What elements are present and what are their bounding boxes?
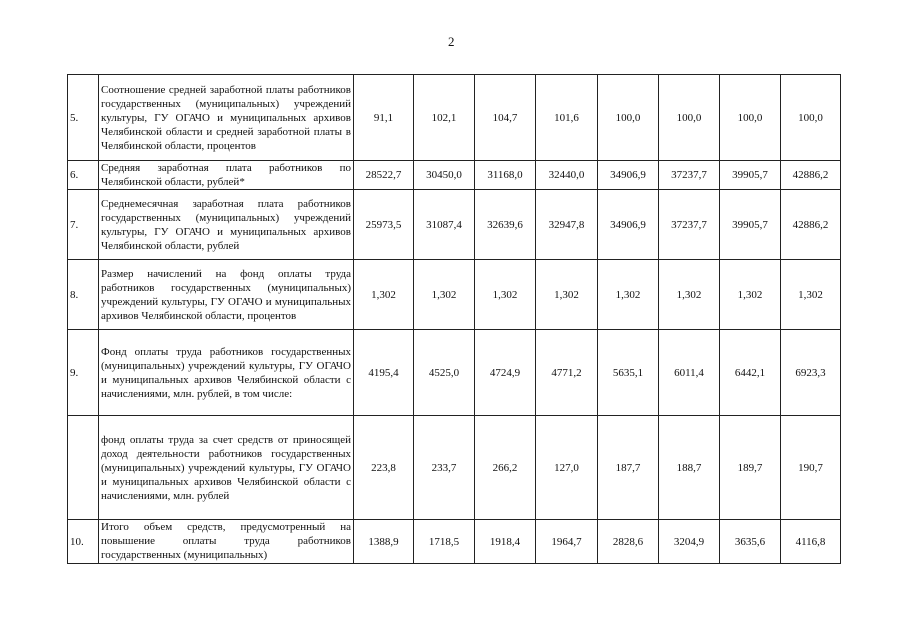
indicators-table — [67, 74, 841, 564]
value-cell: 100,0 — [659, 75, 720, 161]
value-cell: 32947,8 — [536, 190, 598, 260]
value-cell: 34906,9 — [598, 161, 659, 190]
value-cell: 2828,6 — [598, 520, 659, 564]
row-description: Итого объем средств, предусмотренный на повышение оплаты труда работников государственных (муниципальных) — [99, 520, 354, 564]
value-cell: 6442,1 — [720, 330, 781, 416]
value-cell: 187,7 — [598, 416, 659, 520]
table-row — [68, 260, 841, 330]
table-row — [68, 520, 841, 564]
value-cell: 233,7 — [414, 416, 475, 520]
value-cell: 127,0 — [536, 416, 598, 520]
value-cell: 1964,7 — [536, 520, 598, 564]
value-cell: 4771,2 — [536, 330, 598, 416]
value-cell: 39905,7 — [720, 161, 781, 190]
value-cell: 6923,3 — [781, 330, 841, 416]
table-row — [68, 330, 841, 416]
row-description: Среднемесячная заработная плата работников государственных (муниципальных) учреждений культуры, ГУ ОГАЧО и муниципальных архивов Челябинской области, рублей — [99, 190, 354, 260]
value-cell: 4116,8 — [781, 520, 841, 564]
value-cell: 32440,0 — [536, 161, 598, 190]
value-cell: 28522,7 — [354, 161, 414, 190]
value-cell: 6011,4 — [659, 330, 720, 416]
table-body — [68, 75, 841, 564]
row-number: 10. — [68, 520, 99, 564]
value-cell: 190,7 — [781, 416, 841, 520]
row-number: 9. — [68, 330, 99, 416]
value-cell: 223,8 — [354, 416, 414, 520]
row-description: Фонд оплаты труда работников государственных (муниципальных) учреждений культуры, ГУ ОГАЧО и муниципальных архивов Челябинской области с начислениями, млн. рублей, в том числе: — [99, 330, 354, 416]
value-cell: 189,7 — [720, 416, 781, 520]
row-number: 8. — [68, 260, 99, 330]
value-cell: 4195,4 — [354, 330, 414, 416]
value-cell: 37237,7 — [659, 190, 720, 260]
value-cell: 34906,9 — [598, 190, 659, 260]
value-cell: 101,6 — [536, 75, 598, 161]
value-cell: 4525,0 — [414, 330, 475, 416]
value-cell: 1,302 — [475, 260, 536, 330]
page-number: 2 — [448, 34, 455, 49]
value-cell: 266,2 — [475, 416, 536, 520]
value-cell: 1,302 — [659, 260, 720, 330]
value-cell: 1,302 — [414, 260, 475, 330]
value-cell: 100,0 — [781, 75, 841, 161]
row-description: Средняя заработная плата работников по Челябинской области, рублей* — [99, 161, 354, 190]
table-row — [68, 161, 841, 190]
value-cell: 1918,4 — [475, 520, 536, 564]
value-cell: 100,0 — [720, 75, 781, 161]
row-number: 6. — [68, 161, 99, 190]
value-cell: 1,302 — [354, 260, 414, 330]
value-cell: 5635,1 — [598, 330, 659, 416]
value-cell: 1,302 — [536, 260, 598, 330]
row-number: 5. — [68, 75, 99, 161]
value-cell: 102,1 — [414, 75, 475, 161]
value-cell: 31087,4 — [414, 190, 475, 260]
value-cell: 25973,5 — [354, 190, 414, 260]
row-number: 7. — [68, 190, 99, 260]
value-cell: 1,302 — [781, 260, 841, 330]
value-cell: 1,302 — [598, 260, 659, 330]
value-cell: 31168,0 — [475, 161, 536, 190]
value-cell: 3204,9 — [659, 520, 720, 564]
value-cell: 188,7 — [659, 416, 720, 520]
value-cell: 1718,5 — [414, 520, 475, 564]
value-cell: 32639,6 — [475, 190, 536, 260]
row-description: Соотношение средней заработной платы работников государственных (муниципальных) учреждений культуры, ГУ ОГАЧО и муниципальных архивов Челябинской области и средней заработной платы в Челябинской области, процентов — [99, 75, 354, 161]
value-cell: 100,0 — [598, 75, 659, 161]
value-cell: 1,302 — [720, 260, 781, 330]
row-description: фонд оплаты труда за счет средств от приносящей доход деятельности работников государственных (муниципальных) учреждений культуры, ГУ ОГАЧО и муниципальных архивов Челябинской области с начислениями, млн. рублей — [99, 416, 354, 520]
value-cell: 91,1 — [354, 75, 414, 161]
value-cell: 104,7 — [475, 75, 536, 161]
value-cell: 4724,9 — [475, 330, 536, 416]
table-row — [68, 416, 841, 520]
table-row — [68, 75, 841, 161]
value-cell: 30450,0 — [414, 161, 475, 190]
value-cell: 37237,7 — [659, 161, 720, 190]
value-cell: 1388,9 — [354, 520, 414, 564]
value-cell: 42886,2 — [781, 161, 841, 190]
row-description: Размер начислений на фонд оплаты труда работников государственных (муниципальных) учреждений культуры, ГУ ОГАЧО и муниципальных архивов Челябинской области, процентов — [99, 260, 354, 330]
table-row — [68, 190, 841, 260]
value-cell: 39905,7 — [720, 190, 781, 260]
value-cell: 42886,2 — [781, 190, 841, 260]
row-number — [68, 416, 99, 520]
value-cell: 3635,6 — [720, 520, 781, 564]
